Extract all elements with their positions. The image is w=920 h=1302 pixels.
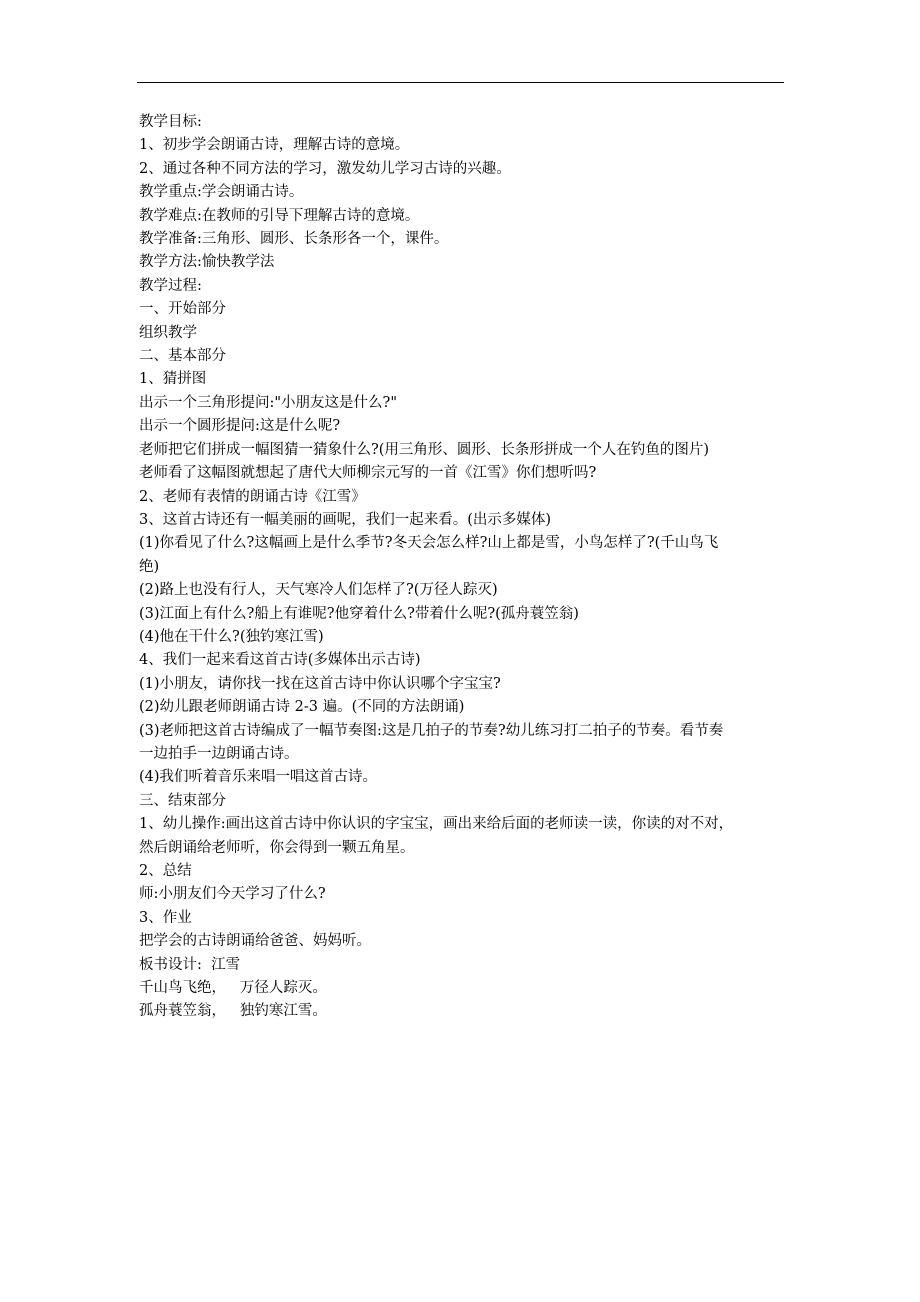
teaching-preparation: 教学准备:三角形、圆形、长条形各一个，课件。 [139, 231, 449, 248]
text-line: 老师看了这幅图就想起了唐代大师柳宗元写的一首《江雪》你们想听吗? [139, 465, 597, 482]
objective-item-1: 1、初步学会朗诵古诗，理解古诗的意境。 [139, 137, 410, 154]
text-line: 绝) [139, 558, 160, 575]
blackboard-design-title: 板书设计: 江雪 [139, 956, 241, 973]
step-heading: 2、总结 [139, 863, 192, 879]
text-line: (4)我们听着音乐来唱一唱这首古诗。 [139, 769, 378, 786]
step-heading: 4、我们一起来看这首古诗(多媒体出示古诗) [139, 652, 421, 669]
part-heading-opening: 一、开始部分 [139, 301, 226, 318]
step-heading: 2、老师有表情的朗诵古诗《江雪》 [139, 488, 366, 505]
section-heading-process: 教学过程: [139, 277, 202, 294]
text-line: (1)你看见了什么?这幅画上是什么季节?冬天会怎么样?山上都是雪，小鸟怎样了?(千山鸟飞 [139, 535, 719, 552]
text-line: 1、幼儿操作:画出这首古诗中你认识的字宝宝，画出来给后面的老师读一读，你读的对不对， [139, 816, 734, 833]
text-line: 出示一个圆形提问:这是什么呢? [139, 418, 341, 435]
difficult-point: 教学难点:在教师的引导下理解古诗的意境。 [139, 207, 420, 224]
part-heading-ending: 三、结束部分 [139, 792, 226, 809]
step-heading: 3、作业 [139, 909, 192, 926]
text-line: (4)他在干什么?(独钓寒江雪) [139, 628, 324, 645]
section-heading-objectives: 教学目标: [139, 114, 202, 130]
text-line: (2)路上也没有行人，天气寒冷人们怎样了?(万径人踪灭) [139, 582, 498, 599]
lesson-plan-text [139, 111, 787, 1024]
text-line: (1)小朋友，请你找一找在这首古诗中你认识哪个字宝宝? [139, 675, 501, 692]
step-heading: 3、这首古诗还有一幅美丽的画呢，我们一起来看。(出示多媒体) [139, 511, 552, 528]
poem-line-2: 孤舟蓑笠翁， 独钓寒江雪。 [139, 1003, 327, 1020]
part-heading-basic: 二、基本部分 [139, 348, 226, 365]
header-rule [137, 82, 784, 83]
poem-line-1: 千山鸟飞绝， 万径人踪灭。 [139, 980, 327, 997]
text-line: 把学会的古诗朗诵给爸爸、妈妈听。 [139, 933, 371, 950]
text-line: (2)幼儿跟老师朗诵古诗 2-3 遍。(不同的方法朗诵) [139, 699, 465, 716]
objective-item-2: 2、通过各种不同方法的学习，激发幼儿学习古诗的兴趣。 [139, 160, 511, 177]
text-line: (3)老师把这首古诗编成了一幅节奏图:这是几拍子的节奏?幼儿练习打二拍子的节奏。看节奏 [139, 722, 724, 739]
text-line: 组织教学 [139, 324, 197, 341]
text-line: 一边拍手一边朗诵古诗。 [139, 745, 299, 762]
text-line: 然后朗诵给老师听，你会得到一颗五角星。 [139, 839, 415, 856]
key-point: 教学重点:学会朗诵古诗。 [139, 184, 304, 201]
text-line: 师:小朋友们今天学习了什么? [139, 886, 326, 903]
text-line: (3)江面上有什么?船上有谁呢?他穿着什么?带着什么呢?(孤舟蓑笠翁) [139, 605, 579, 622]
text-line: 出示一个三角形提问:"小朋友这是什么?" [139, 394, 397, 411]
step-heading: 1、猜拼图 [139, 371, 207, 388]
teaching-method: 教学方法:愉快教学法 [139, 254, 275, 271]
text-line: 老师把它们拼成一幅图猜一猜象什么?(用三角形、圆形、长条形拼成一个人在钓鱼的图片) [139, 441, 710, 458]
